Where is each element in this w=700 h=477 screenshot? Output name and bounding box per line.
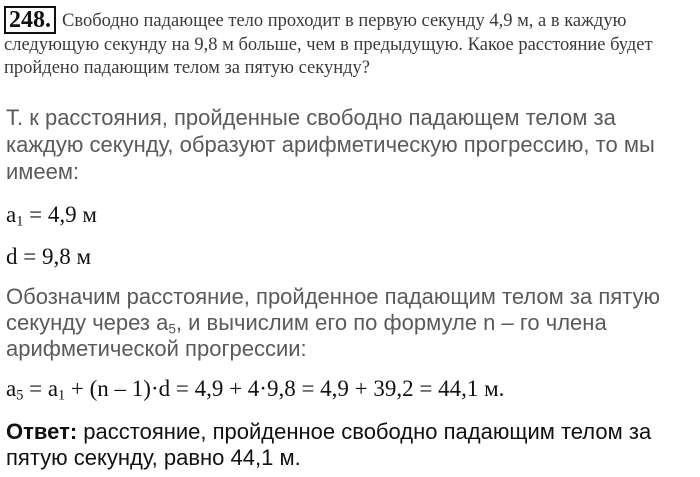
formula-a5	[6, 375, 696, 403]
a5-var: a	[6, 376, 17, 401]
a1-subscript: 1	[16, 213, 24, 230]
answer-label: Ответ:	[6, 419, 78, 444]
a5-subscript: 5	[16, 387, 24, 404]
a1-var: a	[6, 202, 17, 227]
formula-mid: = a	[23, 376, 59, 401]
problem-text: Свободно падающее тело проходит в первую секунду 4,9 м, а в каждую следующую секунду на 9,8 м больше, чем в предыдущую. Какое расстояние будет пройдено падающим телом за пятую секунду?	[4, 11, 653, 78]
solution-intro: Т. к расстояния, пройденные свободно падающем телом за каждую секунду, образуют арифметическую прогрессию, то мы имеем:	[6, 105, 655, 184]
formula-a1-subscript: 1	[58, 387, 66, 404]
formula-rest: + (n – 1)·d = 4,9 + 4·9,8 = 4,9 + 39,2 = 44,1 м.	[65, 376, 505, 401]
a1-value: = 4,9 м	[23, 202, 97, 227]
problem-statement	[4, 6, 694, 80]
step-text-after: , и вычислим его по формуле n – го члена арифметической прогрессии:	[6, 310, 607, 361]
answer	[6, 419, 696, 471]
step-subscript: 5	[168, 321, 176, 337]
equation-d: d = 9,8 м	[6, 244, 92, 269]
answer-text: расстояние, пройденное свободно падающим телом за пятую секунду, равно 44,1 м.	[6, 419, 652, 470]
problem-number: 248.	[4, 6, 56, 34]
step-text-before: Обозначим расстояние, пройденное падающим телом за пятую секунду через a	[6, 284, 660, 335]
solution-step	[6, 284, 696, 362]
equation-a1	[6, 201, 696, 229]
